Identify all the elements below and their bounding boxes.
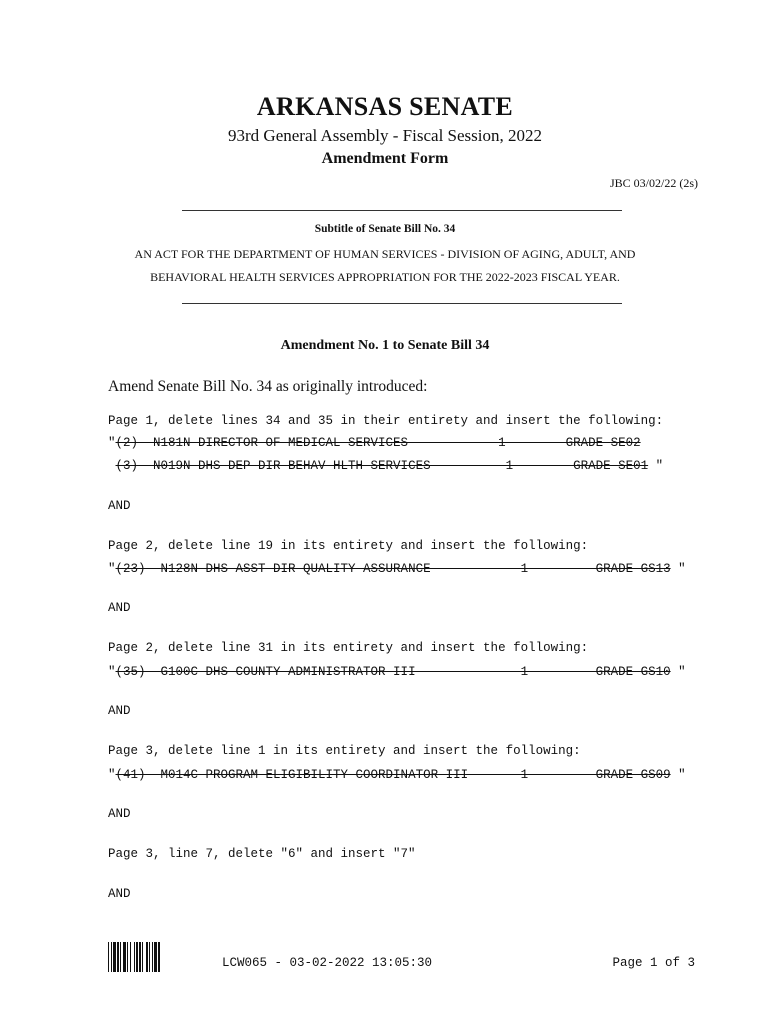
barcode-bar (146, 942, 148, 972)
barcode-bar (139, 942, 141, 972)
barcode-bar (123, 942, 126, 972)
and-connector: AND (108, 499, 131, 513)
barcode-bar (130, 942, 131, 972)
barcode-bar (152, 942, 153, 972)
divider (182, 210, 622, 211)
open-quote: " (108, 562, 116, 576)
inserted-line (108, 665, 686, 679)
act-title-line-1: AN ACT FOR THE DEPARTMENT OF HUMAN SERVICES - DIVISION OF AGING, ADULT, AND (134, 247, 636, 261)
barcode-bar (136, 942, 138, 972)
document-code: LCW065 - 03-02-2022 13:05:30 (222, 956, 433, 970)
barcode-bar (117, 942, 119, 972)
barcode-bar (154, 942, 157, 972)
barcode-bar (142, 942, 143, 972)
divider (182, 303, 622, 304)
barcode-bar (127, 942, 128, 972)
and-connector: AND (108, 601, 131, 615)
position-entry: (41) M014C PROGRAM ELIGIBILITY COORDINATOR III 1 GRADE GS09 (115, 768, 671, 782)
subtitle-heading: Subtitle of Senate Bill No. 34 (314, 223, 456, 235)
session-title: 93rd General Assembly - Fiscal Session, 2022 (228, 126, 542, 145)
instruction-5: Page 3, line 7, delete "6" and insert "7" (108, 847, 416, 861)
position-entry: (2) N181N DIRECTOR OF MEDICAL SERVICES 1 GRADE SE02 (115, 436, 641, 450)
barcode-bar (113, 942, 116, 972)
barcode-bar (120, 942, 121, 972)
barcode-bar (111, 942, 112, 972)
instruction-1: Page 1, delete lines 34 and 35 in their entirety and insert the following: (108, 414, 664, 428)
reference-code: JBC 03/02/22 (2s) (609, 176, 698, 190)
close-quote: " (670, 768, 686, 782)
position-entry: (23) N128N DHS ASST DIR QUALITY ASSURANCE 1 GRADE GS13 (115, 562, 671, 576)
amendment-intro: Amend Senate Bill No. 34 as originally introduced: (108, 378, 428, 395)
instruction-3: Page 2, delete line 31 in its entirety and insert the following: (108, 641, 589, 655)
document-title: ARKANSAS SENATE (256, 92, 514, 121)
barcode-bar (158, 942, 160, 972)
barcode-bar (134, 942, 135, 972)
close-quote: " (670, 665, 686, 679)
instruction-2: Page 2, delete line 19 in its entirety and insert the following: (108, 539, 589, 553)
page-number: Page 1 of 3 (612, 956, 695, 970)
amendment-heading: Amendment No. 1 to Senate Bill 34 (280, 338, 490, 353)
open-quote: " (108, 768, 116, 782)
and-connector: AND (108, 704, 131, 718)
leading-space (108, 459, 116, 473)
position-entry: (35) G100C DHS COUNTY ADMINISTRATOR III 1 GRADE GS10 (115, 665, 671, 679)
act-title-line-2: BEHAVIORAL HEALTH SERVICES APPROPRIATION FOR THE 2022-2023 FISCAL YEAR. (150, 270, 620, 284)
instruction-4: Page 3, delete line 1 in its entirety and insert the following: (108, 744, 581, 758)
and-connector: AND (108, 807, 131, 821)
and-connector: AND (108, 887, 131, 901)
close-quote: " (670, 562, 686, 576)
close-quote: " (648, 459, 664, 473)
inserted-line (108, 768, 686, 782)
inserted-line (108, 562, 686, 576)
form-name: Amendment Form (321, 150, 449, 167)
open-quote: " (108, 436, 116, 450)
open-quote: " (108, 665, 116, 679)
position-entry: (3) N019N DHS DEP DIR BEHAV HLTH SERVICES 1 GRADE SE01 (115, 459, 649, 473)
inserted-line (108, 436, 641, 450)
barcode-bar (108, 942, 109, 972)
inserted-line (108, 459, 663, 473)
barcode (108, 942, 200, 972)
barcode-bar (149, 942, 150, 972)
